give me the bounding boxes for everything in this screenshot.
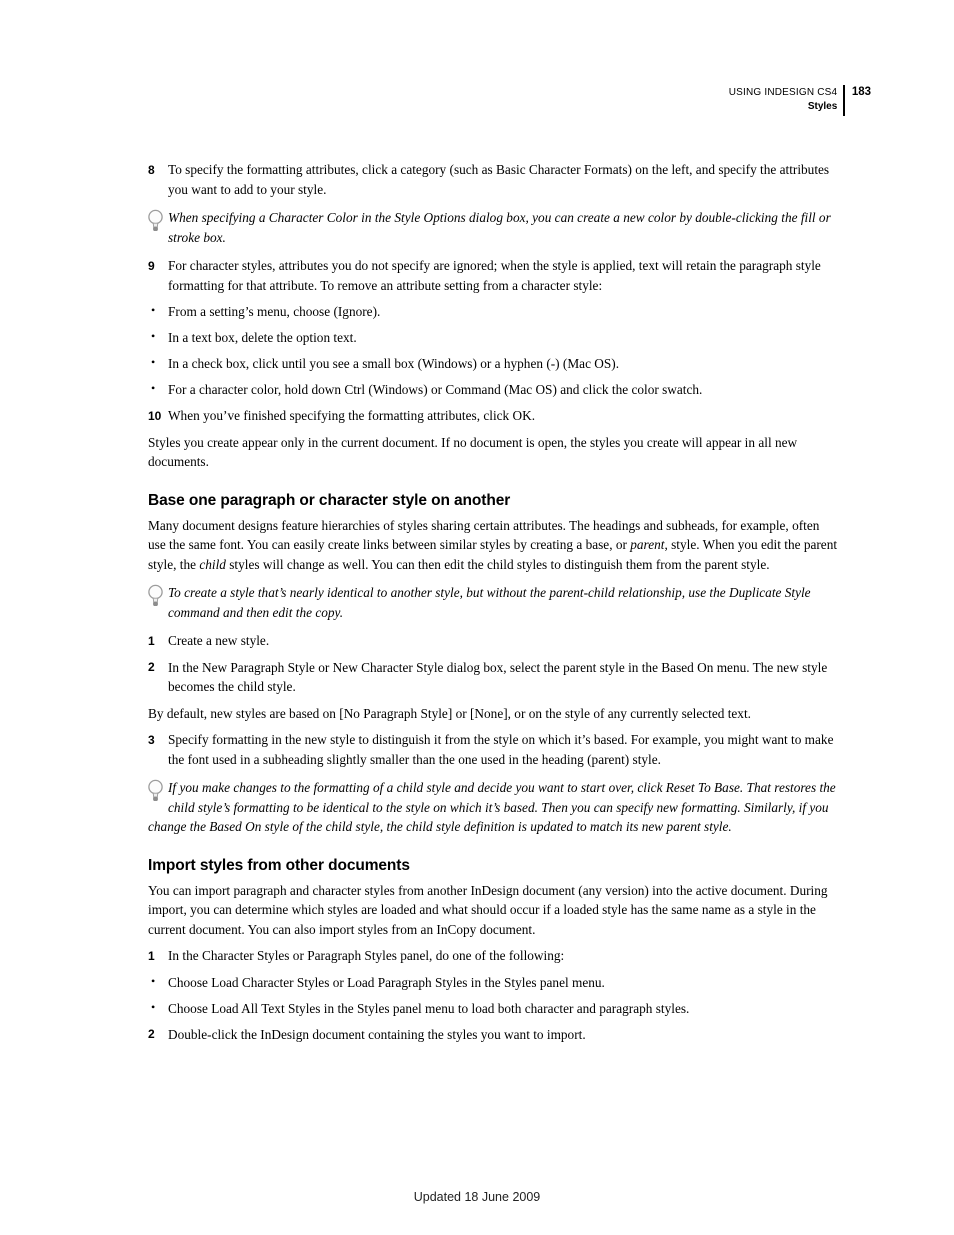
bullet-list-load-styles — [148, 973, 840, 1019]
bullet-item — [148, 354, 840, 374]
page-header — [0, 85, 871, 116]
paragraph-segment: , style. When you edit the parent style, the — [148, 537, 838, 572]
step-text: To specify the formatting attributes, click a category (such as Basic Character Formats) on the left, and specify the attributes you want to add to your style. — [168, 162, 830, 197]
step-number: 2 — [148, 1027, 155, 1041]
step-number: 9 — [148, 258, 155, 273]
lightbulb-icon — [148, 583, 168, 620]
tip-text: To create a style that’s nearly identical to another style, but without the parent-child relationship, use the Duplicate Style command and then edit the copy. — [168, 585, 811, 620]
numbered-step-2-import — [148, 1025, 840, 1045]
step-text: In the New Paragraph Style or New Character Style dialog box, select the parent style in the Based On menu. The new style becomes the child style. — [168, 659, 828, 694]
bullet-marker: • — [151, 303, 156, 317]
emphasized-term: child — [199, 556, 226, 572]
numbered-step-9 — [148, 256, 840, 295]
section-heading-base-style: Base one paragraph or character style on another — [148, 491, 511, 509]
tip-note-character-color — [148, 208, 840, 247]
tip-note-duplicate-style — [148, 583, 840, 622]
bullet-item — [148, 973, 840, 993]
step-text: When you’ve finished specifying the formatting attributes, click OK. — [168, 408, 536, 423]
page-number: 183 — [851, 86, 871, 98]
numbered-step-1-base — [148, 631, 840, 651]
paragraph-default-basis: By default, new styles are based on [No Paragraph Style] or [None], or on the style of any currently selected text. — [148, 705, 751, 721]
page-footer: Updated 18 June 2009 — [413, 1190, 541, 1204]
bullet-item — [148, 380, 840, 400]
step-number: 1 — [148, 633, 155, 648]
bullet-item — [148, 999, 840, 1019]
bullet-text: In a check box, click until you see a small box (Windows) or a hyphen (-) (Mac OS). — [168, 356, 620, 371]
step-text: Double-click the InDesign document containing the styles you want to import. — [168, 1026, 586, 1042]
numbered-step-1-import — [148, 946, 840, 966]
bullet-marker: • — [151, 329, 156, 343]
tip-text: If you make changes to the formatting of a child style and decide you want to start over, click Reset To Base. That restores the child style’s formatting to be identical to the style on which it’s based. Then you can specify new formatting. Similarly, if you change the Based On style of the child style, the child style definition is updated to match its new parent style. — [148, 780, 836, 834]
step-number: 10 — [148, 408, 162, 423]
bullet-text: From a setting’s menu, choose (Ignore). — [168, 304, 381, 319]
bullet-text: Choose Load All Text Styles in the Styles panel menu to load both character and paragraph styles. — [168, 1000, 690, 1016]
header-divider — [843, 85, 845, 116]
book-title: USING INDESIGN CS4 — [728, 87, 838, 98]
step-number: 8 — [148, 162, 155, 177]
step-number: 3 — [148, 732, 155, 747]
numbered-step-2-base — [148, 658, 840, 697]
tip-note-reset-to-base — [148, 778, 840, 837]
bullet-marker: • — [151, 381, 156, 395]
bullet-marker: • — [151, 355, 156, 369]
bullet-item — [148, 302, 840, 322]
step-text: For character styles, attributes you do not specify are ignored; when the style is applied, text will retain the paragraph style formatting for that attribute. To remove an attribute setting from a character style: — [168, 258, 821, 293]
step-number: 2 — [148, 660, 155, 674]
bullet-marker: • — [151, 973, 156, 988]
bullet-marker: • — [151, 999, 156, 1014]
bullet-text: In a text box, delete the option text. — [168, 330, 357, 345]
step-number: 1 — [148, 948, 155, 963]
bullet-list-remove-attribute — [148, 302, 840, 400]
bullet-item — [148, 328, 840, 348]
chapter-title: Styles — [807, 101, 838, 112]
step-text: Create a new style. — [168, 633, 270, 648]
lightbulb-icon — [148, 208, 168, 245]
step-text: In the Character Styles or Paragraph Styles panel, do one of the following: — [168, 948, 565, 963]
numbered-step-3-base — [148, 730, 840, 769]
numbered-step-10 — [148, 406, 840, 426]
paragraph-styles-scope: Styles you create appear only in the current document. If no document is open, the styles you create will appear in all new documents. — [148, 434, 798, 469]
paragraph-segment: Many document designs feature hierarchies of styles sharing certain attributes. The headings and subheads, for example, often use the same font. You can easily create links between similar styles by creating a base, or — [148, 517, 820, 552]
lightbulb-icon — [148, 778, 168, 815]
step-text: Specify formatting in the new style to distinguish it from the style on which it’s based. For example, you might want to make the font used in a subheading slightly smaller than the one used in the heading (parent) style. — [168, 732, 834, 767]
tip-text: When specifying a Character Color in the Style Options dialog box, you can create a new color by double-clicking the fill or stroke box. — [168, 210, 831, 245]
page-content — [148, 160, 840, 1051]
paragraph-segment: styles will change as well. You can then edit the child styles to distinguish them from the parent style. — [225, 556, 770, 572]
paragraph-base-style-intro — [148, 516, 840, 575]
paragraph-import-intro: You can import paragraph and character styles from another InDesign document (any version) into the active document. During import, you can determine which styles are loaded and what should occur if a loaded style has the same name as a style in the current document. You can also import styles from an InCopy document. — [148, 882, 828, 937]
numbered-step-8 — [148, 160, 840, 199]
section-heading-import-styles: Import styles from other documents — [148, 856, 410, 874]
bullet-text: Choose Load Character Styles or Load Paragraph Styles in the Styles panel menu. — [168, 974, 605, 990]
bullet-text: For a character color, hold down Ctrl (Windows) or Command (Mac OS) and click the color swatch. — [168, 382, 703, 397]
emphasized-term: parent — [630, 537, 665, 552]
header-titles — [729, 85, 838, 114]
